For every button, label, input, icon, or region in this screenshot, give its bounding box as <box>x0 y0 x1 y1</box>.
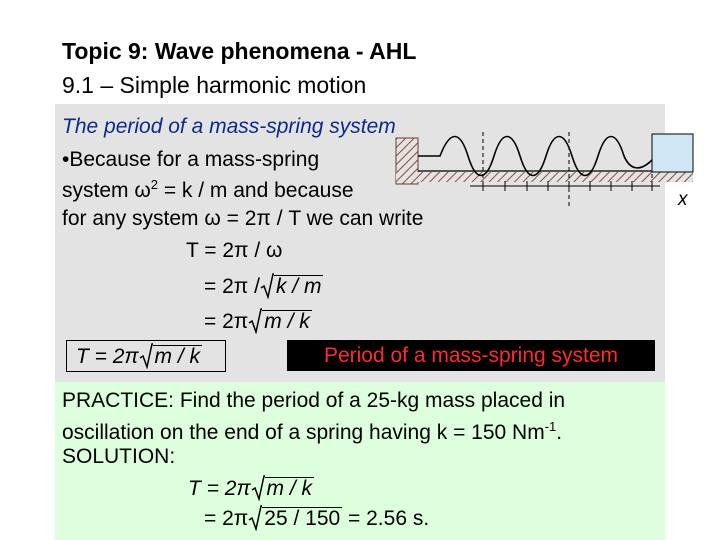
result-formula <box>76 345 202 367</box>
result-formula-left: T = 2π <box>76 345 139 368</box>
solution-equation-1 <box>188 477 314 499</box>
slide-title: Topic 9: Wave phenomena - AHL <box>62 38 417 64</box>
bullet-line-2-prefix: system ω <box>62 179 151 202</box>
unit-exponent: -1 <box>544 419 557 434</box>
bullet-line-2-suffix: = k / m and because <box>157 179 354 202</box>
practice-line-2-suffix: . <box>556 421 563 444</box>
slide-subtitle: 9.1 – Simple harmonic motion <box>62 72 367 98</box>
practice-line-2-prefix: oscillation on the end of a spring having k = 150 Nm <box>62 421 545 444</box>
equation-1: T = 2π / ω <box>186 239 283 262</box>
bullet-line-2 <box>62 178 354 201</box>
equation-2-radicand: k / m <box>275 275 322 298</box>
equation-2-left: = 2π / <box>204 275 260 298</box>
solution-equation-2-left: = 2π <box>204 507 249 530</box>
bullet-line-1: •Because for a mass-spring <box>62 148 320 171</box>
equation-3-radicand: m / k <box>264 310 310 333</box>
equation-3 <box>204 310 312 332</box>
axis-label-x: x <box>678 189 688 210</box>
solution-equation-1-radicand: m / k <box>266 477 313 500</box>
sqrt-symbol <box>139 345 203 367</box>
omega-exponent: 2 <box>150 177 158 192</box>
mass-block <box>652 134 693 172</box>
result-label: Period of a mass-spring system <box>287 340 655 371</box>
equation-2 <box>204 275 323 297</box>
solution-equation-2-result: = 2.56 s. <box>342 507 430 530</box>
section-title: The period of a mass-spring system <box>62 115 396 138</box>
sqrt-symbol <box>251 477 315 499</box>
solution-label: SOLUTION: <box>62 445 176 468</box>
floor <box>396 172 693 182</box>
spring <box>418 137 652 176</box>
result-formula-radicand: m / k <box>154 345 201 368</box>
sqrt-symbol <box>248 507 342 529</box>
sqrt-symbol <box>248 310 312 332</box>
solution-equation-2-radicand: 25 / 150 <box>264 507 341 530</box>
practice-line-1: PRACTICE: Find the period of a 25-kg mass placed in <box>62 389 566 412</box>
solution-equation-2 <box>204 507 429 529</box>
practice-line-2 <box>62 420 562 443</box>
solution-equation-1-left: T = 2π <box>188 477 251 500</box>
bullet-line-3: for any system ω = 2π / T we can write <box>62 207 424 230</box>
equation-3-left: = 2π <box>204 310 249 333</box>
sqrt-symbol <box>260 275 324 297</box>
